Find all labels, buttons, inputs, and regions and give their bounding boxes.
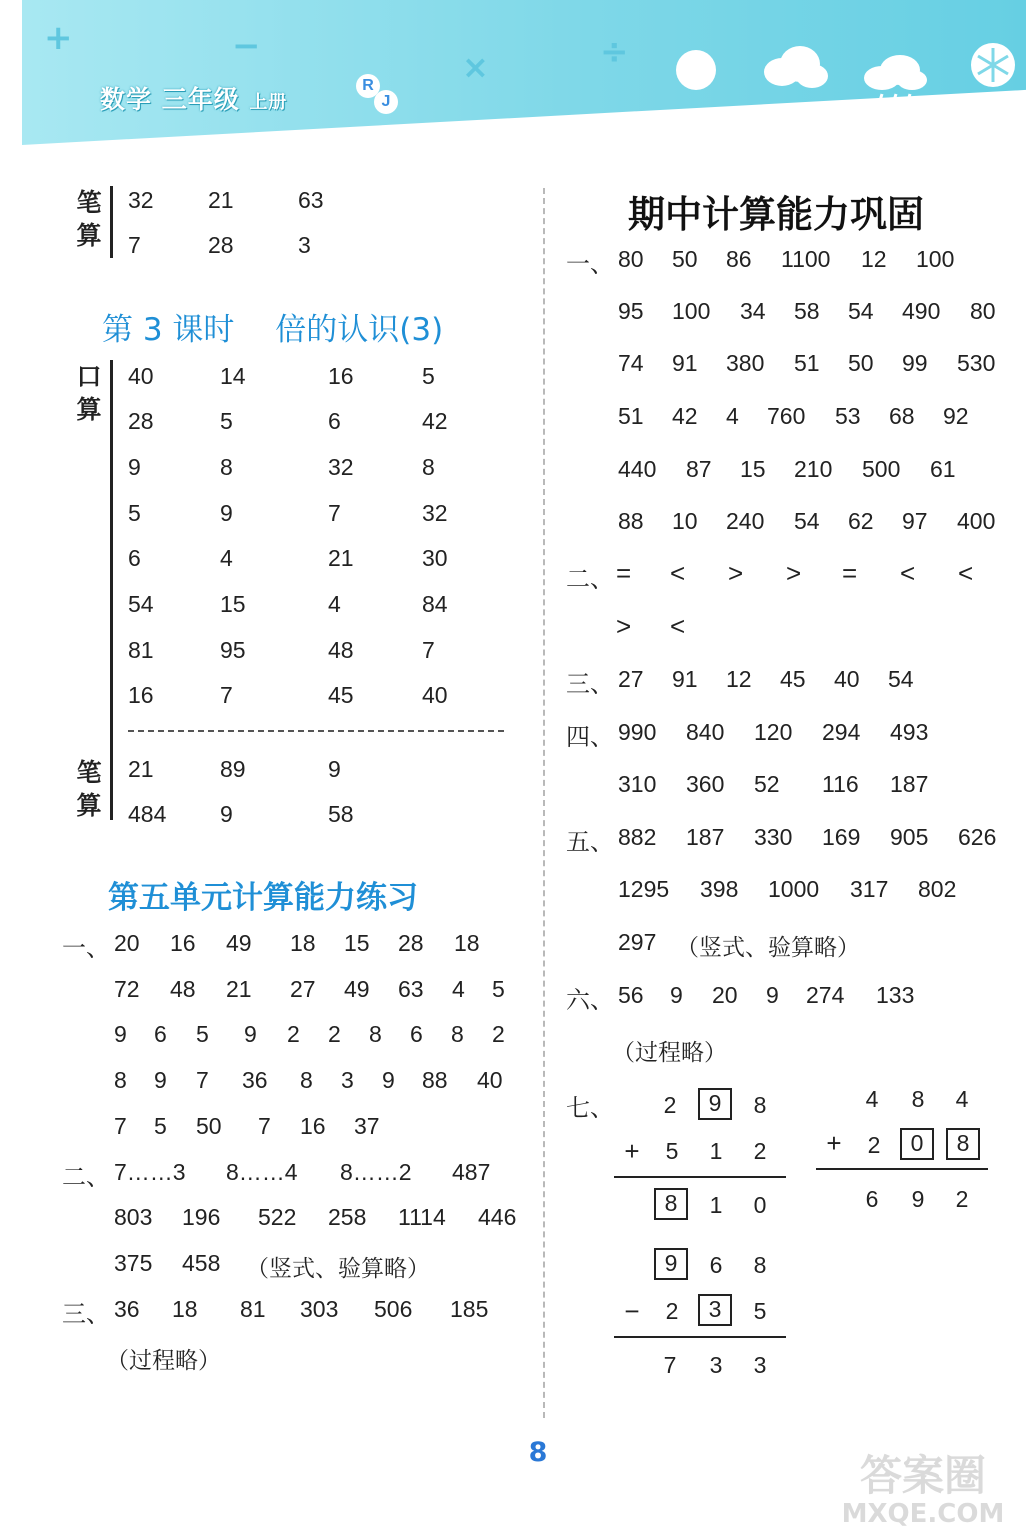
note: （竖式、验算略）	[246, 1255, 430, 1281]
answer: 63	[398, 976, 424, 1002]
answer: 50	[672, 246, 698, 272]
answer: 81	[240, 1296, 266, 1322]
filled-digit-box: 0	[900, 1128, 934, 1160]
answer: 32	[422, 500, 448, 526]
question-number: 二、	[62, 1163, 110, 1191]
answer: 12	[726, 666, 752, 692]
answer: 40	[834, 666, 860, 692]
operator: +	[624, 1136, 640, 1166]
digit: 5	[753, 1298, 767, 1324]
comparison-symbol: >	[616, 611, 632, 641]
answer: 15	[740, 456, 766, 482]
answer: 3	[341, 1067, 354, 1093]
answer: 16	[328, 363, 354, 389]
answer: 8……2	[340, 1159, 412, 1185]
question-number: 四、	[566, 723, 614, 751]
answer: 8	[369, 1021, 382, 1047]
answer: 210	[794, 456, 833, 482]
answer: 500	[862, 456, 901, 482]
note: （竖式、验算略）	[676, 934, 860, 960]
digit: 3	[753, 1352, 767, 1378]
bracket	[110, 186, 113, 258]
answer: 317	[850, 876, 889, 902]
answer: 400	[957, 508, 996, 534]
answer: 303	[300, 1296, 339, 1322]
answer: 37	[354, 1113, 380, 1139]
answer: 62	[848, 508, 874, 534]
answer: 9	[128, 454, 141, 480]
answer: 36	[242, 1067, 268, 1093]
digit: 2	[867, 1132, 881, 1158]
digit: 2	[665, 1298, 679, 1324]
digit: 1	[709, 1138, 723, 1164]
digit: 2	[753, 1138, 767, 1164]
section-separator	[128, 730, 504, 732]
answer: 21	[208, 187, 234, 213]
answer: 506	[374, 1296, 413, 1322]
answer: 6	[128, 545, 141, 571]
answer: 169	[822, 824, 861, 850]
answer: 5	[196, 1021, 209, 1047]
answer: 14	[220, 363, 246, 389]
answer: 16	[128, 682, 154, 708]
answer: 133	[876, 982, 915, 1008]
answer: 375	[114, 1250, 153, 1276]
answer: 9	[670, 982, 683, 1008]
answer: 7……3	[114, 1159, 186, 1185]
answer: 61	[930, 456, 956, 482]
answer: 20	[114, 930, 140, 956]
difference-line	[614, 1336, 786, 1338]
answer: 9	[114, 1021, 127, 1047]
lesson-title: 第 3 课时 倍的认识(3)	[102, 312, 444, 348]
note: （过程略）	[106, 1347, 221, 1373]
answer: 5	[492, 976, 505, 1002]
answer: 50	[848, 350, 874, 376]
answer: 45	[780, 666, 806, 692]
answer: 905	[890, 824, 929, 850]
column-divider	[543, 188, 545, 1418]
unit-title: 第五单元计算能力练习	[108, 880, 418, 916]
rain-cloud-icon	[860, 52, 930, 108]
divide-deco-icon: ÷	[600, 32, 629, 72]
answer: 5	[422, 363, 435, 389]
question-number: 二、	[566, 565, 614, 593]
answer: 32	[128, 187, 154, 213]
question-number: 五、	[566, 828, 614, 856]
logo-j: J	[374, 90, 398, 114]
answer: 240	[726, 508, 765, 534]
answer: 74	[618, 350, 644, 376]
filled-digit-box: 8	[654, 1188, 688, 1220]
answer: 120	[754, 719, 793, 745]
answer: 15	[344, 930, 370, 956]
comparison-symbol: <	[670, 611, 686, 641]
answer: 2	[492, 1021, 505, 1047]
answer: 7	[196, 1067, 209, 1093]
answer: 522	[258, 1204, 297, 1230]
comparison-symbol: <	[670, 558, 686, 588]
vertical-addition-2	[814, 1082, 990, 1222]
answer: 95	[618, 298, 644, 324]
answer: 1100	[781, 246, 831, 272]
answer: 380	[726, 350, 765, 376]
answer: 490	[902, 298, 941, 324]
answer: 50	[196, 1113, 222, 1139]
answer: 440	[618, 456, 657, 482]
answer: 34	[740, 298, 766, 324]
answer: 803	[114, 1204, 153, 1230]
answer: 8	[220, 454, 233, 480]
sum-line	[614, 1176, 786, 1178]
bisuan-label: 笔 算	[76, 188, 102, 250]
answer: 99	[902, 350, 928, 376]
answer: 116	[822, 771, 859, 797]
answer: 1000	[768, 876, 820, 902]
answer: 30	[422, 545, 448, 571]
answer: 20	[712, 982, 738, 1008]
filled-digit-box: 3	[698, 1294, 732, 1326]
comparison-symbol: <	[958, 558, 974, 588]
question-number: 七、	[566, 1094, 614, 1122]
answer: 27	[290, 976, 316, 1002]
answer: 487	[452, 1159, 491, 1185]
digit: 3	[709, 1352, 723, 1378]
answer: 9	[154, 1067, 167, 1093]
times-deco-icon: ×	[462, 48, 489, 86]
snowflake-icon	[968, 40, 1018, 90]
answer: 626	[958, 824, 997, 850]
answer: 15	[220, 591, 246, 617]
answer: 27	[618, 666, 644, 692]
operator: +	[826, 1128, 842, 1158]
answer: 8	[422, 454, 435, 480]
answer: 10	[672, 508, 698, 534]
answer: 53	[835, 403, 861, 429]
answer: 18	[290, 930, 316, 956]
answer: 3	[298, 232, 311, 258]
answer: 12	[861, 246, 887, 272]
question-number: 三、	[62, 1300, 110, 1328]
answer: 5	[154, 1113, 167, 1139]
bracket	[110, 360, 113, 820]
watermark-url: MXQE.COM	[841, 1499, 1005, 1528]
answer: 54	[888, 666, 914, 692]
answer: 187	[686, 824, 725, 850]
answer: 7	[328, 500, 341, 526]
answer: 5	[128, 500, 141, 526]
answer: 9	[382, 1067, 395, 1093]
answer: 8	[300, 1067, 313, 1093]
answer: 18	[454, 930, 480, 956]
answer: 2	[328, 1021, 341, 1047]
answer: 274	[806, 982, 845, 1008]
answer: 45	[328, 682, 354, 708]
answer: 493	[890, 719, 929, 745]
answer: 100	[916, 246, 955, 272]
vertical-addition-1	[612, 1086, 788, 1226]
answer: 330	[754, 824, 793, 850]
filled-digit-box: 9	[698, 1088, 732, 1120]
answer: 185	[450, 1296, 489, 1322]
digit: 9	[911, 1186, 925, 1212]
answer: 28	[208, 232, 234, 258]
answer: 4	[220, 545, 233, 571]
book-title: 数学 三年级 上册	[100, 85, 288, 114]
digit: 4	[865, 1086, 879, 1112]
answer: 28	[128, 408, 154, 434]
answer: 51	[618, 403, 644, 429]
answer: 802	[918, 876, 957, 902]
answer: 48	[170, 976, 196, 1002]
answer: 7	[114, 1113, 127, 1139]
answer: 4	[452, 976, 465, 1002]
question-number: 一、	[62, 934, 110, 962]
answer: 42	[672, 403, 698, 429]
answer: 42	[422, 408, 448, 434]
answer: 36	[114, 1296, 140, 1322]
answer: 21	[128, 756, 154, 782]
digit: 8	[753, 1252, 767, 1278]
answer: 458	[182, 1250, 221, 1276]
answer: 5	[220, 408, 233, 434]
digit: 0	[753, 1192, 767, 1218]
rj-logo-icon	[356, 74, 402, 116]
filled-digit-box: 8	[946, 1128, 980, 1160]
answer: 1295	[618, 876, 670, 902]
answer: 310	[618, 771, 657, 797]
answer: 21	[226, 976, 252, 1002]
comparison-symbol: >	[786, 558, 802, 588]
question-number: 六、	[566, 986, 614, 1014]
answer: 63	[298, 187, 324, 213]
logo-r: R	[356, 74, 380, 98]
answer: 9	[244, 1021, 257, 1047]
digit: 6	[865, 1186, 879, 1212]
answer: 49	[344, 976, 370, 1002]
answer: 40	[422, 682, 448, 708]
answer: 4	[726, 403, 739, 429]
answer: 58	[794, 298, 820, 324]
digit: 1	[709, 1192, 723, 1218]
answer: 51	[794, 350, 820, 376]
answer: 54	[128, 591, 154, 617]
answer: 6	[328, 408, 341, 434]
answer: 54	[848, 298, 874, 324]
digit: 5	[665, 1138, 679, 1164]
answer: 48	[328, 637, 354, 663]
digit: 4	[955, 1086, 969, 1112]
answer: 8	[114, 1067, 127, 1093]
answer: 86	[726, 246, 752, 272]
answer: 9	[328, 756, 341, 782]
answer: 840	[686, 719, 725, 745]
answer: 7	[422, 637, 435, 663]
midterm-title: 期中计算能力巩固	[628, 193, 924, 236]
digit: 8	[911, 1086, 925, 1112]
answer: 990	[618, 719, 657, 745]
answer: 530	[957, 350, 996, 376]
answer: 58	[328, 801, 354, 827]
answer: 81	[128, 637, 154, 663]
plus-deco-icon: +	[44, 18, 73, 58]
answer: 6	[410, 1021, 423, 1047]
answer: 97	[902, 508, 928, 534]
comparison-symbol: =	[616, 558, 632, 588]
answer: 7	[220, 682, 233, 708]
answer: 8……4	[226, 1159, 298, 1185]
answer: 294	[822, 719, 861, 745]
answer: 40	[128, 363, 154, 389]
answer: 7	[258, 1113, 271, 1139]
comparison-symbol: >	[728, 558, 744, 588]
watermark-text: 答案圈	[859, 1451, 987, 1500]
answer: 6	[154, 1021, 167, 1047]
comparison-symbol: =	[842, 558, 858, 588]
answer: 4	[328, 591, 341, 617]
answer: 760	[767, 403, 806, 429]
answer: 88	[618, 508, 644, 534]
answer: 52	[754, 771, 780, 797]
answer: 91	[672, 666, 698, 692]
watermark-logo	[828, 1442, 1018, 1528]
question-number: 三、	[566, 670, 614, 698]
answer: 16	[170, 930, 196, 956]
answer: 16	[300, 1113, 326, 1139]
answer: 9	[220, 801, 233, 827]
answer: 87	[686, 456, 712, 482]
answer: 882	[618, 824, 657, 850]
minus-deco-icon: −	[232, 26, 261, 66]
answer: 2	[287, 1021, 300, 1047]
question-number: 一、	[566, 250, 614, 278]
vertical-subtraction	[612, 1246, 788, 1386]
answer: 446	[478, 1204, 517, 1230]
answer: 80	[618, 246, 644, 272]
bisuan-label: 笔 算	[76, 758, 102, 820]
comparison-symbol: <	[900, 558, 916, 588]
answer: 196	[182, 1204, 221, 1230]
answer: 68	[889, 403, 915, 429]
answer: 80	[970, 298, 996, 324]
answer: 72	[114, 976, 140, 1002]
digit: 2	[663, 1092, 677, 1118]
answer: 484	[128, 801, 167, 827]
operator: −	[624, 1296, 640, 1326]
answer: 88	[422, 1067, 448, 1093]
cloud-icon	[760, 42, 830, 92]
digit: 7	[663, 1352, 677, 1378]
answer: 28	[398, 930, 424, 956]
answer: 9	[766, 982, 779, 1008]
digit: 2	[955, 1186, 969, 1212]
answer: 9	[220, 500, 233, 526]
answer: 32	[328, 454, 354, 480]
answer: 1114	[398, 1204, 446, 1230]
answer: 297	[618, 929, 657, 955]
answer: 95	[220, 637, 246, 663]
kousuan-label: 口 算	[76, 362, 102, 424]
sum-line	[816, 1168, 988, 1170]
filled-digit-box: 9	[654, 1248, 688, 1280]
answer: 398	[700, 876, 739, 902]
digit: 8	[753, 1092, 767, 1118]
answer: 21	[328, 545, 354, 571]
answer: 258	[328, 1204, 367, 1230]
answer: 49	[226, 930, 252, 956]
answer: 84	[422, 591, 448, 617]
answer: 18	[172, 1296, 198, 1322]
answer: 56	[618, 982, 644, 1008]
answer: 54	[794, 508, 820, 534]
answer: 40	[477, 1067, 503, 1093]
answer: 8	[451, 1021, 464, 1047]
note: （过程略）	[612, 1039, 727, 1065]
answer: 7	[128, 232, 141, 258]
answer: 91	[672, 350, 698, 376]
digit: 6	[709, 1252, 723, 1278]
answer: 92	[943, 403, 969, 429]
answer: 187	[890, 771, 929, 797]
page-number: 8	[528, 1437, 548, 1468]
answer: 89	[220, 756, 246, 782]
answer: 360	[686, 771, 725, 797]
sun-icon	[676, 50, 716, 90]
answer: 100	[672, 298, 711, 324]
